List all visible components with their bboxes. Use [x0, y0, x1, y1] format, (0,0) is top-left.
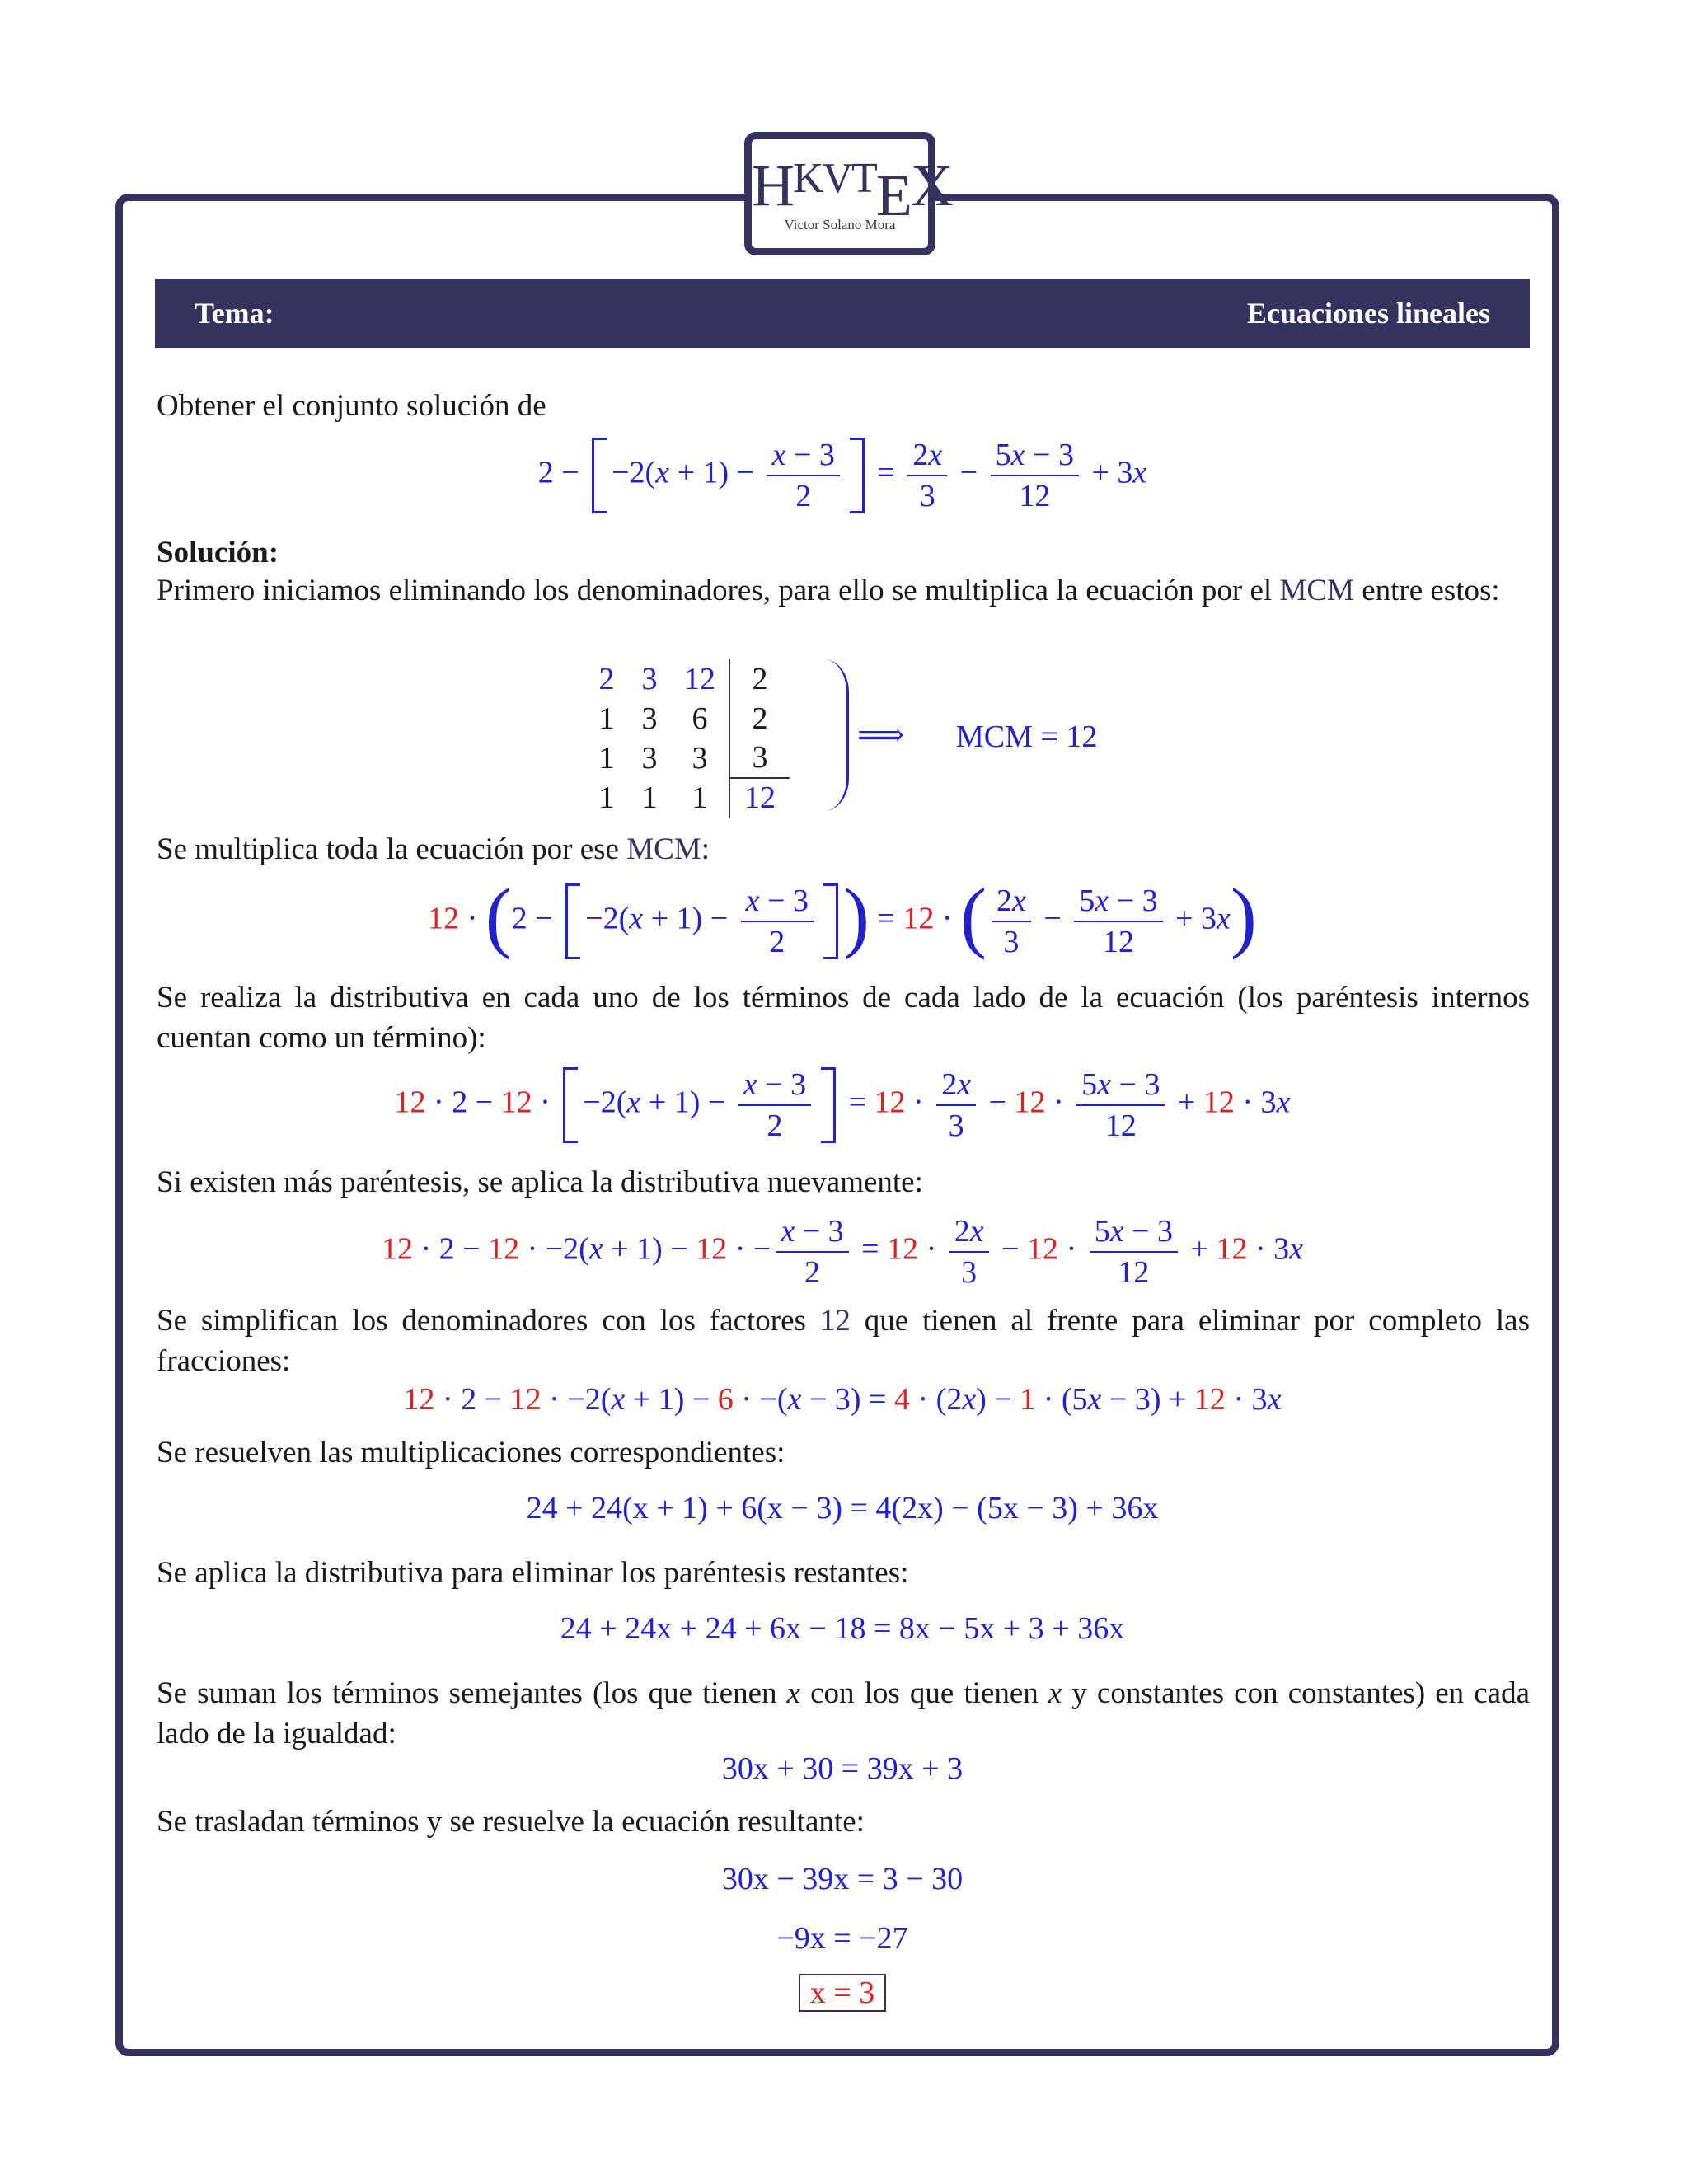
step4-text: Si existen más paréntesis, se aplica la distributiva nuevamente:: [157, 1165, 923, 1199]
table-row: 1 3 6 2: [585, 699, 790, 738]
step1-text: Primero iniciamos eliminando los denominadores, para ello se multiplica la ecuación por el MCM entre estos:: [157, 574, 1500, 607]
step8-text: Se suman los términos semejantes (los que tienen x con los que tienen x y constantes con constantes) en cada lado de la igualdad:: [157, 1676, 1530, 1750]
equation-simplified: 12 · 2 − 12 · −2(x + 1) − 6 · −(x − 3) = 4 · (2x) − 1 · (5x − 3) + 12 · 3x: [403, 1382, 1282, 1417]
step7-text: Se aplica la distributiva para eliminar los paréntesis restantes:: [157, 1556, 909, 1590]
solution-label: Solución:: [157, 536, 279, 569]
implies-arrow: ⟹: [857, 716, 905, 753]
equation-original: 2 − −2(x + 1) − $\frac{x - 3}{2}$ = $\frac{2x}{3}$ − $\frac{5x - 3}{12}$ + 3x: [537, 438, 1147, 513]
brace: [824, 659, 849, 811]
equation-multiplied-out: 24 + 24(x + 1) + 6(x − 3) = 4(2x) − (5x − 3) + 36x: [526, 1491, 1159, 1526]
logo-mark: $H^{KVT}EX$: [752, 152, 952, 228]
logo-author: Victor Solano Mora: [784, 217, 896, 232]
table-row: 1 1 1 12: [585, 778, 790, 818]
equation-reduced: −9x = −27: [776, 1921, 908, 1956]
table-row: 1 3 3 3: [585, 738, 790, 778]
equation-combined: 30x + 30 = 39x + 3: [721, 1751, 964, 1786]
mcm-table: [585, 659, 790, 818]
answer-box: x = 3: [799, 1974, 886, 2012]
intro-text: Obtener el conjunto solución de: [157, 389, 546, 423]
step5-text: Se simplifican los denominadores con los factores 12 que tienen al frente para eliminar por completo las fracciones:: [157, 1304, 1530, 1378]
equation-expanded: 24 + 24x + 24 + 6x − 18 = 8x − 5x + 3 + 36x: [560, 1611, 1125, 1646]
equation-transposed: 30x − 39x = 3 − 30: [721, 1862, 964, 1896]
final-answer: [155, 1975, 1530, 2011]
equation-multiplied: 12 · (2 − −2(x + 1) − $\frac{x - 3}{2}$ ) = 12 · ( $\frac{2x}{3}$ − $\frac{5x - 3}{12}$ + 3x): [428, 872, 1257, 960]
equation-distributed-again: 12 · 2 − 12 · −2(x + 1) − 12 · − $\frac{x - 3}{2}$ = 12 · $\frac{2x}{3}$ − 12 · $\frac{5x - 3}{12}$ + 12 · 3x: [382, 1214, 1303, 1290]
step9-text: Se trasladan términos y se resuelve la ecuación resultante:: [157, 1805, 865, 1839]
topic-title: Ecuaciones lineales: [1247, 297, 1490, 330]
table-row: 2 3 12 2: [585, 659, 790, 699]
logo: [744, 132, 952, 255]
equation-distributed: 12 · 2 − 12 · −2(x + 1) − $\frac{x - 3}{2}$ = 12 · $\frac{2x}{3}$ − 12 · $\frac{5x - 3}{12}$ + 12 · 3x: [394, 1067, 1291, 1143]
topic-header: [155, 279, 1530, 348]
topic-label: Tema:: [195, 297, 274, 330]
step2-text: Se multiplica toda la ecuación por ese MCM:: [157, 832, 710, 866]
step3-text: Se realiza la distributiva en cada uno de los términos de cada lado de la ecuación (los paréntesis internos cuentan como un término):: [157, 981, 1530, 1055]
mcm-result: MCM = 12: [956, 719, 1098, 754]
step6-text: Se resuelven las multiplicaciones correspondientes:: [157, 1436, 785, 1469]
